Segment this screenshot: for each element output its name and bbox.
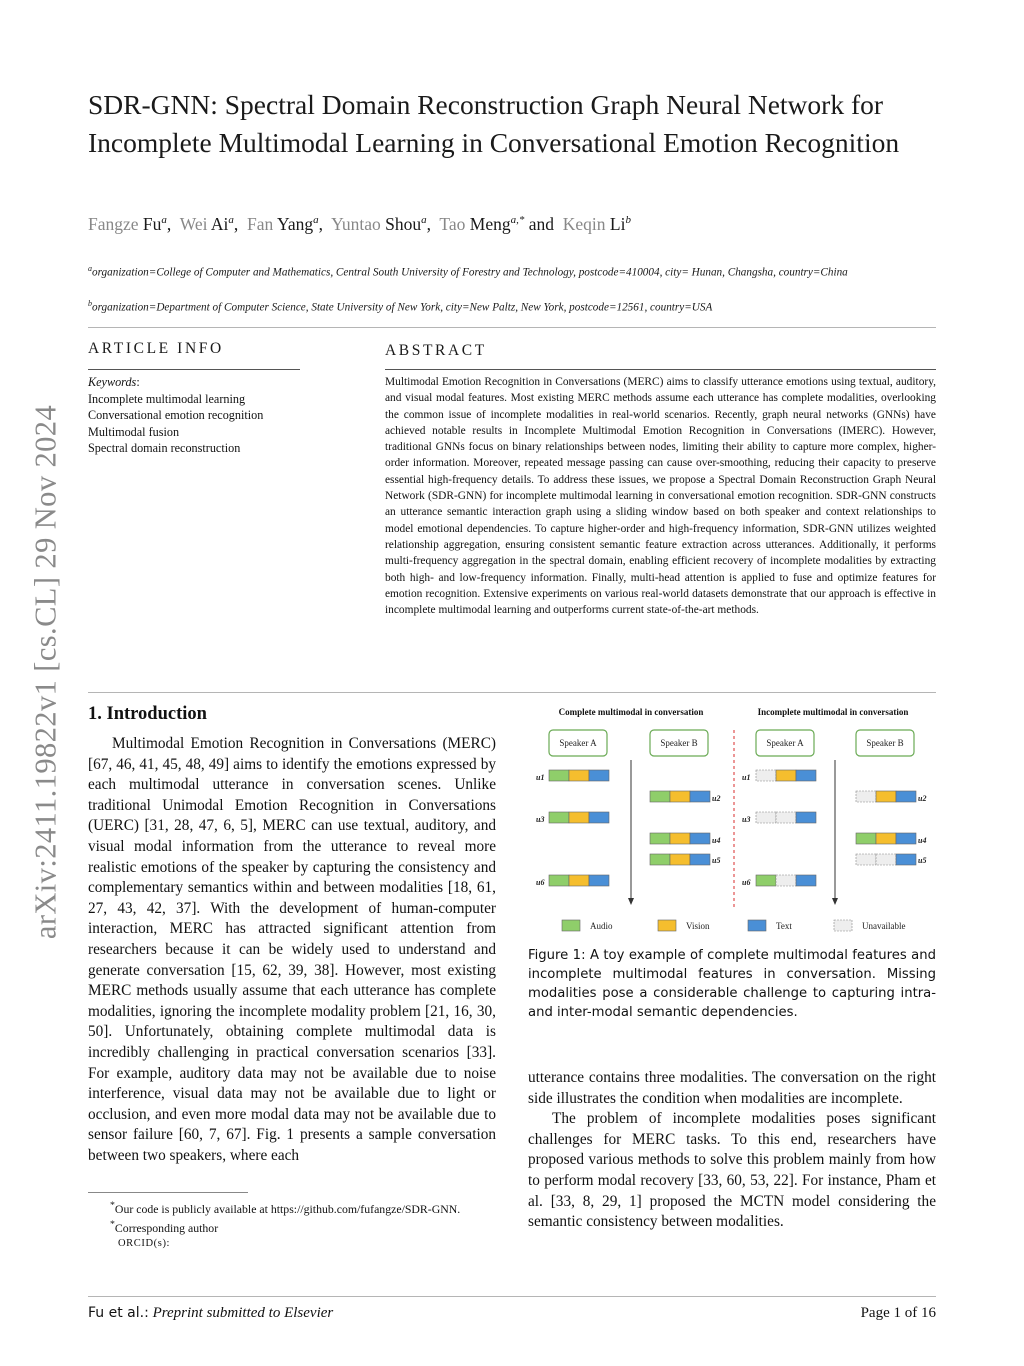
svg-text:Speaker B: Speaker B — [866, 738, 904, 748]
speaker-a-box — [756, 730, 814, 756]
abstract-rule — [385, 369, 936, 370]
figure-right-title: Incomplete multimodal in conversation — [757, 707, 909, 717]
paper-title: SDR-GNN: Spectral Domain Reconstruction Graph Neural Network for Incomplete Multimodal Learning in Conversational Emotion Recognition — [88, 89, 900, 158]
speaker-b-box — [856, 730, 914, 756]
footnotes: *Our code is publicly available at https://github.com/fufangze/SDR-GNN. *Corresponding author ORCID(s): — [88, 1198, 498, 1252]
keywords-block: Keywords: Incomplete multimodal learning Conversational emotion recognition Multimodal fusion Spectral domain reconstruction — [88, 374, 303, 457]
svg-text:Unavailable: Unavailable — [862, 921, 906, 931]
keyword-item: Spectral domain reconstruction — [88, 441, 241, 455]
speaker-b-box — [650, 730, 708, 756]
utterance-label: u1 — [742, 773, 751, 782]
author-2[interactable]: Fan Yang$^a$ — [247, 214, 319, 234]
footer-divider — [88, 1296, 936, 1297]
utterance-label: u3 — [536, 815, 545, 824]
feature-bar-incomplete — [856, 791, 916, 802]
svg-text:Speaker B: Speaker B — [660, 738, 698, 748]
footer-author: Fu et al.: — [88, 1305, 149, 1321]
divider — [88, 692, 936, 693]
utterance-label: u6 — [536, 878, 545, 887]
legend-vision — [658, 920, 710, 931]
intro-right-column — [528, 1068, 936, 1233]
feature-bar-incomplete — [756, 875, 816, 886]
feature-bar-complete — [650, 854, 710, 865]
utterance-label: u4 — [712, 836, 721, 845]
author-5[interactable]: Keqin Li$^b$ — [562, 214, 631, 234]
keyword-item: Multimodal fusion — [88, 424, 180, 439]
intro-paragraph: utterance contains three modalities. The conversation on the right side illustrates the condition when modalities are incomplete. — [528, 1069, 936, 1107]
section-heading-introduction: 1. Introduction — [88, 704, 207, 724]
caption-text: A toy example of complete multimodal features and incomplete multimodal features in conversation. Missing modalities pose a considerable challenge to capturing intra- and inter-modal semantic dependencies. — [528, 948, 936, 1020]
feature-bar-complete — [650, 791, 710, 802]
speaker-a-box — [549, 730, 607, 756]
utterance-label: u5 — [712, 856, 721, 865]
article-info-heading: ARTICLE INFO — [88, 340, 224, 357]
article-info-rule — [88, 369, 300, 370]
figure-left-title: Complete multimodal in conversation — [558, 707, 704, 717]
keywords-label: Keywords — [88, 375, 137, 389]
svg-text:Speaker A: Speaker A — [766, 738, 804, 748]
feature-bar-complete — [549, 875, 609, 886]
feature-bar-incomplete — [856, 833, 916, 844]
utterance-label: u2 — [712, 794, 721, 803]
feature-bar-incomplete — [756, 770, 816, 781]
affiliation-a: $^a$organization=College of Computer and Mathematics, Central South University of Forestry and Technology, postcode=410004, city= Hunan, Changsha, country=China — [88, 264, 848, 279]
author-3[interactable]: Yuntao Shou$^a$ — [331, 214, 427, 234]
footnote-corresponding: Corresponding author — [114, 1220, 219, 1235]
keyword-item: Conversational emotion recognition — [88, 408, 264, 422]
abstract-heading: ABSTRACT — [385, 342, 487, 359]
legend-unavailable — [834, 920, 905, 931]
affiliation-b: $^b$organization=Department of Computer Science, State University of New York, city=New Paltz, New York, postcode=12561, country=USA — [88, 299, 713, 314]
abstract-text: Multimodal Emotion Recognition in Conversations (MERC) aims to classify utterance emotions using textual, auditory, and visual modal features. Most existing MERC methods assume each utterance has complete modalities, overlooking the common issue of incomplete modalities in real-world scenarios. Recently, graph neural networks (GNNs) have achieved notable results in Incomplete Multimodal Emotion Recognition in Conversations (IMERC). However, traditional GNNs focus on binary relationships between nodes, limiting their ability to capture more complex, higher-order information. Moreover, repeated message passing can cause over-smoothing, reducing their capacity to preserve essential high-frequency details. To address these issues, we propose a Spectral Domain Reconstruction Graph Neural Network (SDR-GNN) for incomplete multimodal learning in conversational emotion recognition. SDR-GNN constructs an utterance semantic interaction graph using a sliding window based on both speaker and context relationships to model emotional dependencies. To capture higher-order and high-frequency information, SDR-GNN utilizes weighted relationship aggregation, ensuring consistent semantic feature extraction across utterances. Additionally, it performs multi-frequency aggregation in the spectral domain, enabling efficient recovery of incomplete modalities by extracting both high- and low-frequency information. Finally, multi-head attention is applied to fuse and optimize features for emotion recognition. Extensive experiments on various real-world datasets demonstrate that our approach is effective in incomplete multimodal learning and outperforms current state-of-the-art methods. — [385, 376, 936, 617]
footnote-orcid: ORCID(s): — [118, 1237, 171, 1249]
feature-bar-complete — [549, 812, 609, 823]
keyword-item: Incomplete multimodal learning — [88, 391, 246, 406]
footnote-code[interactable]: Our code is publicly available at https://github.com/fufangze/SDR-GNN. — [114, 1201, 461, 1216]
utterance-label: u2 — [918, 794, 927, 803]
utterance-label: u6 — [742, 878, 751, 887]
figure-1-caption — [528, 946, 936, 1022]
footer-venue: Preprint submitted to Elsevier — [152, 1305, 334, 1321]
intro-paragraph: The problem of incomplete modalities poses significant challenges for MERC tasks. To this end, researchers have proposed various methods to solve this problem mainly from how to perform modal recovery [33, 60, 53, 22]. For instance, Pham et al. [33, 8, 29, 1] proposed the MCTN model considering the semantic consistency between modalities. — [528, 1110, 936, 1231]
arxiv-id-text: arXiv:2411.19822v1 [cs.CL] 29 Nov 2024 — [28, 404, 63, 940]
intro-paragraph: Multimodal Emotion Recognition in Conversations (MERC) [67, 46, 41, 45, 48, 49] aims to identify the emotions expressed by each multimodal utterance in conversation scenes. Unlike traditional Unimodal Emotion Recognition in Conversations (UERC) [31, 28, 47, 6, 5], MERC can use textual, auditory, and visual modal information from the utterance to reveal more realistic emotions of the speaker by capturing the consistency and complementary semantics within and between modalities [18, 61, 27, 43, 42, 37]. With the development of human-computer interaction, MERC has attracted significant attention from researchers because it can be widely used to understand and generate conversation [15, 62, 39, 38]. However, most existing MERC methods usually assume that each utterance has complete modalities, ignoring the incomplete modality problem [21, 16, 30, 50]. Unfortunately, obtaining complete multimodal data is incredibly challenging in practical conversation scenarios [33]. For example, auditory data may not be available due to noise interference, visual data may not be available due to light or occlusion, and even more modal data may not be available due to sensor failure [60, 7, 67]. Fig. 1 presents a sample conversation between two speakers, where each — [88, 735, 496, 1164]
utterance-label: u1 — [536, 773, 545, 782]
intro-left-column — [88, 734, 496, 1166]
author-4[interactable]: Tao Meng$^{a,*}$ — [439, 214, 525, 234]
caption-label: Figure 1: — [528, 948, 586, 963]
svg-text:Audio: Audio — [590, 921, 613, 931]
utterance-label: u4 — [918, 836, 927, 845]
svg-text:Vision: Vision — [686, 921, 710, 931]
arxiv-side-label — [14, 372, 78, 972]
page-number: Page 1 of 16 — [860, 1305, 936, 1321]
feature-bar-complete — [549, 770, 609, 781]
svg-text:Speaker A: Speaker A — [559, 738, 597, 748]
divider — [88, 327, 936, 328]
svg-text:Text: Text — [776, 921, 792, 931]
feature-bar-incomplete — [756, 812, 816, 823]
footnote-rule — [88, 1192, 248, 1193]
feature-bar-complete — [650, 833, 710, 844]
author-0[interactable]: Fangze Fu$^a$ — [88, 214, 167, 234]
author-list: Fangze Fu$^a$, Wei Ai$^a$, Fan Yang$^a$, Yuntao Shou$^a$, Tao Meng$^{a,*}$ and Keqin Li$^b$ — [88, 214, 631, 234]
author-1[interactable]: Wei Ai$^a$ — [179, 214, 234, 234]
figure-1-diagram — [528, 700, 938, 940]
utterance-label: u5 — [918, 856, 927, 865]
feature-bar-incomplete — [856, 854, 916, 865]
legend-text — [748, 920, 792, 931]
utterance-label: u3 — [742, 815, 751, 824]
legend-audio — [562, 920, 613, 931]
footer-left — [88, 1305, 333, 1322]
